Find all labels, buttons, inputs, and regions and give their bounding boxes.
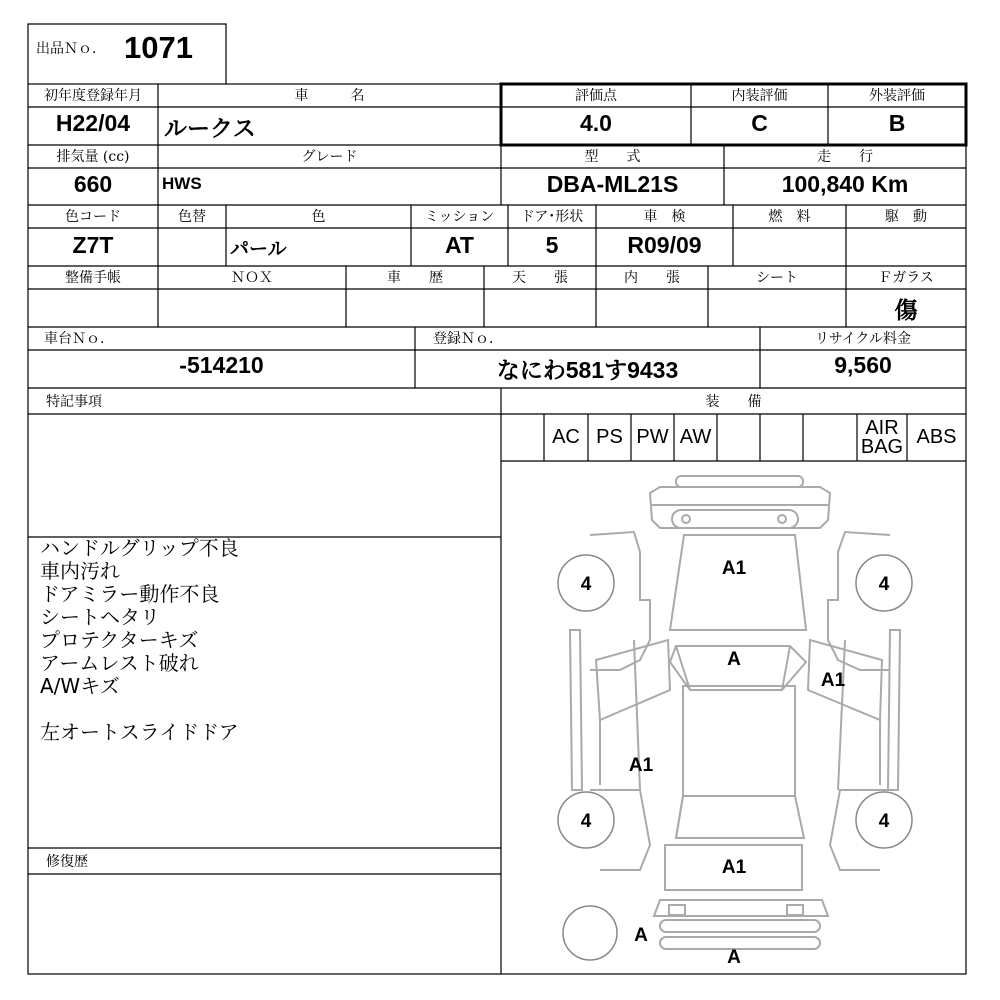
car-damage-diagram	[501, 461, 966, 974]
plate-number-label: 登録Ｎｏ．	[433, 331, 503, 347]
mark-front-roof: A	[727, 649, 741, 670]
equipment-item-airbag: AIR BAG	[860, 416, 904, 458]
car-name-label: 車 名	[294, 88, 365, 104]
equipment-item-ac: AC	[552, 426, 580, 448]
color-value: パール	[230, 239, 287, 260]
remark-line: ハンドルグリップ不良	[40, 536, 239, 560]
remark-line: プロテクターキズ	[40, 628, 199, 652]
equipment-item-aw: AW	[679, 426, 712, 448]
interior-grade-value: C	[751, 110, 768, 136]
mileage-value: 100,840 Km	[781, 171, 909, 197]
equipment-item	[803, 414, 830, 461]
vehicle-history-label: 車 歴	[387, 270, 443, 286]
displacement-label: 排気量 (cc)	[56, 149, 130, 165]
equipment-item-ps: PS	[596, 426, 623, 448]
doors-label: ドア･形状	[520, 209, 584, 225]
tire-rear-left-value: 4	[580, 811, 592, 832]
lot-number: 1071	[124, 30, 193, 65]
tire-front-right-value: 4	[878, 574, 890, 595]
recycle-fee-value: 9,560	[834, 352, 892, 378]
nox-label: ＮＯＸ	[231, 270, 273, 286]
model-code-label: 型 式	[584, 149, 641, 165]
model-code-value: DBA-ML21S	[546, 171, 679, 197]
remark-line	[40, 698, 239, 721]
front-glass-label: Ｆガラス	[878, 270, 934, 286]
headliner-label: 天 張	[512, 270, 568, 286]
doors-value: 5	[545, 232, 559, 258]
equipment-item-pw: PW	[636, 426, 669, 448]
color-label: 色	[311, 209, 326, 225]
remark-line: ドアミラー動作不良	[40, 582, 220, 606]
remark-line: アームレスト破れ	[40, 651, 199, 675]
interior-grade-label: 内装評価	[731, 88, 788, 104]
remark-line: 左オートスライドドア	[40, 720, 239, 744]
inspection-label: 車 検	[643, 209, 686, 225]
remarks-label: 特記事項	[46, 394, 102, 410]
inspection-value: R09/09	[627, 232, 702, 258]
mark-right-side: A1	[820, 670, 846, 691]
transmission-label: ミッション	[424, 209, 495, 225]
equipment-item	[717, 414, 760, 461]
registration-year-label: 初年度登録年月	[44, 88, 142, 104]
transmission-value: AT	[445, 232, 474, 258]
interior-trim-label: 内 張	[624, 270, 680, 286]
lot-number-label: 出品Ｎｏ．	[36, 41, 106, 57]
mark-rear-glass: A1	[721, 857, 747, 878]
score-value: 4.0	[580, 110, 612, 136]
equipment-item	[760, 414, 803, 461]
remark-line: 車内汚れ	[40, 559, 120, 583]
service-record-label: 整備手帳	[65, 270, 121, 286]
equipment-item	[830, 414, 857, 461]
remark-line: A/Wキズ	[40, 674, 120, 698]
tire-rear-right-value: 4	[878, 811, 890, 832]
equipment-item	[501, 414, 544, 461]
front-glass-value: 傷	[894, 297, 918, 324]
color-code-value: Z7T	[72, 232, 114, 258]
grade-value: HWS	[162, 174, 202, 193]
spare-tire-icon	[563, 906, 617, 960]
mark-left-side: A1	[628, 755, 654, 776]
chassis-number-label: 車台Ｎｏ．	[44, 331, 114, 347]
exterior-grade-label: 外装評価	[869, 88, 925, 104]
equipment-item-abs: ABS	[916, 426, 957, 448]
mileage-label: 走 行	[817, 149, 873, 165]
remark-line: シートヘタリ	[40, 605, 160, 629]
chassis-number-value: -514210	[179, 352, 264, 378]
displacement-value: 660	[73, 171, 113, 197]
mark-rear-bumper-left: A	[634, 925, 648, 946]
registration-year-value: H22/04	[55, 110, 131, 136]
recycle-fee-label: リサイクル料金	[814, 331, 912, 347]
mark-rear-bumper-bottom: A	[727, 947, 741, 968]
fuel-label: 燃 料	[768, 209, 811, 225]
equipment-label: 装 備	[705, 394, 762, 410]
grade-label: グレード	[301, 149, 358, 165]
drive-label: 駆 動	[885, 209, 927, 225]
car-name-value: ルークス	[164, 115, 256, 141]
remarks-list	[40, 537, 239, 744]
recolor-label: 色替	[178, 209, 206, 225]
mark-windshield: A1	[721, 558, 747, 579]
exterior-grade-value: B	[888, 110, 906, 136]
tire-front-left-value: 4	[580, 574, 592, 595]
seat-label: シート	[756, 270, 798, 286]
plate-number-value: なにわ581す9433	[496, 357, 679, 383]
color-code-label: 色コード	[65, 209, 121, 225]
score-label: 評価点	[575, 88, 617, 104]
repair-history-label: 修復歴	[46, 854, 88, 870]
